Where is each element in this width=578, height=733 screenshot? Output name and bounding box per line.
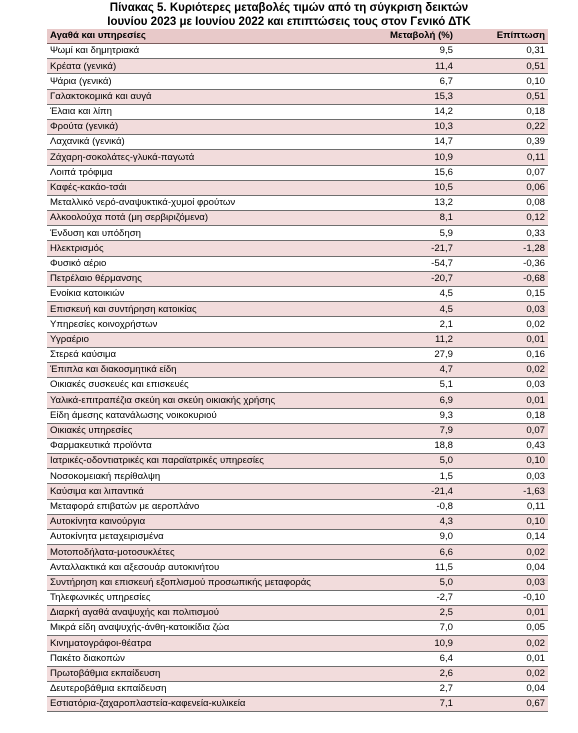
cell-item: Επισκευή και συντήρηση κατοικίας [47, 302, 342, 317]
cell-impact: 0,18 [456, 104, 548, 119]
cell-item: Υγραέριο [47, 332, 342, 347]
cell-change: 4,3 [342, 514, 456, 529]
cell-impact: 0,51 [456, 89, 548, 104]
cell-change: 9,0 [342, 530, 456, 545]
cell-impact: 0,33 [456, 226, 548, 241]
cell-change: 13,2 [342, 195, 456, 210]
cell-impact: 0,02 [456, 545, 548, 560]
cell-item: Τηλεφωνικές υπηρεσίες [47, 590, 342, 605]
cell-item: Είδη άμεσης κατανάλωσης νοικοκυριού [47, 408, 342, 423]
table-body [47, 44, 548, 712]
cell-item: Αυτοκίνητα μεταχειρισμένα [47, 530, 342, 545]
cell-impact: 0,14 [456, 530, 548, 545]
cell-item: Νοσοκομειακή περίθαλψη [47, 469, 342, 484]
cell-impact: 0,02 [456, 317, 548, 332]
cell-impact: -1,28 [456, 241, 548, 256]
cell-impact: 0,43 [456, 438, 548, 453]
cell-change: 1,5 [342, 469, 456, 484]
header-impact: Επίπτωση [456, 29, 548, 44]
cell-item: Οικιακές υπηρεσίες [47, 423, 342, 438]
table-row [47, 590, 548, 605]
cell-item: Καύσιμα και λιπαντικά [47, 484, 342, 499]
cell-item: Εστιατόρια-ζαχαροπλαστεία-καφενεία-κυλικεία [47, 697, 342, 712]
cell-item: Φαρμακευτικά προϊόντα [47, 438, 342, 453]
table-caption [0, 0, 578, 29]
cell-change: 18,8 [342, 438, 456, 453]
table-row [47, 378, 548, 393]
table-row [47, 271, 548, 286]
cell-item: Ενοίκια κατοικιών [47, 287, 342, 302]
cell-item: Μεταλλικό νερό-αναψυκτικά-χυμοί φρούτων [47, 195, 342, 210]
cell-change: 2,6 [342, 666, 456, 681]
table-row [47, 59, 548, 74]
cell-change: 9,5 [342, 44, 456, 59]
table-row [47, 44, 548, 59]
cell-item: Αλκοολούχα ποτά (μη σερβιριζόμενα) [47, 211, 342, 226]
cell-impact: 0,03 [456, 378, 548, 393]
table-row [47, 514, 548, 529]
cell-item: Ηλεκτρισμός [47, 241, 342, 256]
cell-change: 2,5 [342, 605, 456, 620]
table-row [47, 119, 548, 134]
cell-item: Κρέατα (γενικά) [47, 59, 342, 74]
table-row [47, 74, 548, 89]
cell-item: Συντήρηση και επισκευή εξοπλισμού προσωπικής μεταφοράς [47, 575, 342, 590]
cell-item: Ζάχαρη-σοκολάτες-γλυκά-παγωτά [47, 150, 342, 165]
table-row [47, 545, 548, 560]
header-goods-services: Αγαθά και υπηρεσίες [47, 29, 342, 44]
cell-item: Ψωμί και δημητριακά [47, 44, 342, 59]
table-row [47, 636, 548, 651]
price-changes-table [47, 29, 548, 712]
cell-change: 9,3 [342, 408, 456, 423]
cell-item: Μικρά είδη αναψυχής-άνθη-κατοικίδια ζώα [47, 621, 342, 636]
table-row [47, 211, 548, 226]
cell-impact: 0,03 [456, 575, 548, 590]
table-row [47, 89, 548, 104]
cell-impact: 0,07 [456, 423, 548, 438]
table-row [47, 469, 548, 484]
cell-item: Ένδυση και υπόδηση [47, 226, 342, 241]
cell-change: 10,9 [342, 636, 456, 651]
cell-change: 6,7 [342, 74, 456, 89]
cell-change: 7,9 [342, 423, 456, 438]
cell-change: 7,1 [342, 697, 456, 712]
table-row [47, 605, 548, 620]
table-row [47, 530, 548, 545]
cell-item: Καφές-κακάο-τσάι [47, 180, 342, 195]
cell-change: 6,9 [342, 393, 456, 408]
cell-impact: 0,15 [456, 287, 548, 302]
cell-impact: 0,02 [456, 362, 548, 377]
cell-impact: 0,11 [456, 150, 548, 165]
cell-change: 5,9 [342, 226, 456, 241]
cell-item: Πρωτοβάθμια εκπαίδευση [47, 666, 342, 681]
table-row [47, 393, 548, 408]
table-row [47, 575, 548, 590]
cell-change: 11,2 [342, 332, 456, 347]
cell-change: -2,7 [342, 590, 456, 605]
table-row [47, 681, 548, 696]
cell-change: 4,5 [342, 302, 456, 317]
cell-impact: 0,07 [456, 165, 548, 180]
cell-change: -0,8 [342, 499, 456, 514]
cell-impact: 0,02 [456, 636, 548, 651]
table-row [47, 454, 548, 469]
table-row [47, 666, 548, 681]
cell-item: Υπηρεσίες κοινοχρήστων [47, 317, 342, 332]
cell-impact: 0,03 [456, 469, 548, 484]
cell-item: Έλαια και λίπη [47, 104, 342, 119]
cell-change: 6,6 [342, 545, 456, 560]
cell-impact: 0,01 [456, 651, 548, 666]
caption-line-1: Πίνακας 5. Κυριότερες μεταβολές τιμών από τη σύγκριση δεικτών [109, 2, 469, 14]
cell-impact: 0,10 [456, 454, 548, 469]
table-row [47, 135, 548, 150]
cell-change: 2,7 [342, 681, 456, 696]
cell-change: 10,9 [342, 150, 456, 165]
cell-change: -54,7 [342, 256, 456, 271]
table-row [47, 180, 548, 195]
table-row [47, 317, 548, 332]
cell-impact: 0,16 [456, 347, 548, 362]
table-row [47, 256, 548, 271]
cell-item: Πετρέλαιο θέρμανσης [47, 271, 342, 286]
cell-impact: 0,31 [456, 44, 548, 59]
cell-change: 14,7 [342, 135, 456, 150]
cell-change: 4,7 [342, 362, 456, 377]
table-row [47, 621, 548, 636]
cell-change: 15,6 [342, 165, 456, 180]
cell-impact: -0,10 [456, 590, 548, 605]
cell-item: Πακέτο διακοπών [47, 651, 342, 666]
table-row [47, 347, 548, 362]
table-row [47, 332, 548, 347]
table-row [47, 241, 548, 256]
cell-item: Φρούτα (γενικά) [47, 119, 342, 134]
cell-item: Ιατρικές-οδοντιατρικές και παραϊατρικές υπηρεσίες [47, 454, 342, 469]
cell-impact: 0,08 [456, 195, 548, 210]
cell-change: 4,5 [342, 287, 456, 302]
cell-impact: 0,03 [456, 302, 548, 317]
cell-impact: 0,67 [456, 697, 548, 712]
table-row [47, 484, 548, 499]
cell-item: Αυτοκίνητα καινούργια [47, 514, 342, 529]
cell-change: -21,4 [342, 484, 456, 499]
table-row [47, 287, 548, 302]
cell-item: Γαλακτοκομικά και αυγά [47, 89, 342, 104]
cell-impact: -0,68 [456, 271, 548, 286]
cell-change: 5,1 [342, 378, 456, 393]
cell-item: Λαχανικά (γενικά) [47, 135, 342, 150]
cell-impact: 0,01 [456, 393, 548, 408]
cell-change: 2,1 [342, 317, 456, 332]
cell-item: Ανταλλακτικά και αξεσουάρ αυτοκινήτου [47, 560, 342, 575]
cell-impact: 0,11 [456, 499, 548, 514]
table-row [47, 651, 548, 666]
table-row [47, 438, 548, 453]
cell-change: 27,9 [342, 347, 456, 362]
cell-item: Έπιπλα και διακοσμητικά είδη [47, 362, 342, 377]
cell-impact: 0,39 [456, 135, 548, 150]
cell-impact: -0,36 [456, 256, 548, 271]
cell-change: 15,3 [342, 89, 456, 104]
cell-item: Μεταφορά επιβατών με αεροπλάνο [47, 499, 342, 514]
cell-item: Μοτοποδήλατα-μοτοσυκλέτες [47, 545, 342, 560]
cell-impact: 0,12 [456, 211, 548, 226]
cell-change: 14,2 [342, 104, 456, 119]
cell-change: 7,0 [342, 621, 456, 636]
cell-change: 11,4 [342, 59, 456, 74]
table-row [47, 560, 548, 575]
cell-item: Ψάρια (γενικά) [47, 74, 342, 89]
cell-impact: 0,51 [456, 59, 548, 74]
table-row [47, 302, 548, 317]
cell-item: Υαλικά-επιτραπέζια σκεύη και σκεύη οικιακής χρήσης [47, 393, 342, 408]
table-row [47, 195, 548, 210]
cell-impact: 0,04 [456, 560, 548, 575]
cell-item: Κινηματογράφοι-θέατρα [47, 636, 342, 651]
table-row [47, 423, 548, 438]
table-row [47, 408, 548, 423]
table-row [47, 362, 548, 377]
cell-impact: 0,22 [456, 119, 548, 134]
cell-impact: 0,10 [456, 514, 548, 529]
table-row [47, 499, 548, 514]
cell-change: 10,5 [342, 180, 456, 195]
cell-item: Φυσικό αέριο [47, 256, 342, 271]
cell-change: 8,1 [342, 211, 456, 226]
cell-impact: 0,01 [456, 605, 548, 620]
cell-impact: -1,63 [456, 484, 548, 499]
cell-change: 5,0 [342, 575, 456, 590]
cell-impact: 0,06 [456, 180, 548, 195]
cell-change: -20,7 [342, 271, 456, 286]
cell-impact: 0,01 [456, 332, 548, 347]
cell-change: 11,5 [342, 560, 456, 575]
cell-change: 5,0 [342, 454, 456, 469]
cell-impact: 0,10 [456, 74, 548, 89]
cell-change: -21,7 [342, 241, 456, 256]
cell-item: Διαρκή αγαθά αναψυχής και πολιτισμού [47, 605, 342, 620]
table-row [47, 226, 548, 241]
table-row [47, 104, 548, 119]
table-row [47, 150, 548, 165]
header-change-percent: Μεταβολή (%) [342, 29, 456, 44]
table-row [47, 697, 548, 712]
cell-item: Στερεά καύσιμα [47, 347, 342, 362]
cell-change: 10,3 [342, 119, 456, 134]
cell-impact: 0,18 [456, 408, 548, 423]
cell-item: Δευτεροβάθμια εκπαίδευση [47, 681, 342, 696]
cell-item: Οικιακές συσκευές και επισκευές [47, 378, 342, 393]
caption-line-2: Ιουνίου 2023 με Ιουνίου 2022 και επιπτώσεις τους στον Γενικό ΔΤΚ [107, 16, 471, 28]
cell-item: Λοιπά τρόφιμα [47, 165, 342, 180]
cell-impact: 0,02 [456, 666, 548, 681]
cell-impact: 0,04 [456, 681, 548, 696]
cell-impact: 0,05 [456, 621, 548, 636]
cell-change: 6,4 [342, 651, 456, 666]
header-row [47, 29, 548, 44]
table-row [47, 165, 548, 180]
